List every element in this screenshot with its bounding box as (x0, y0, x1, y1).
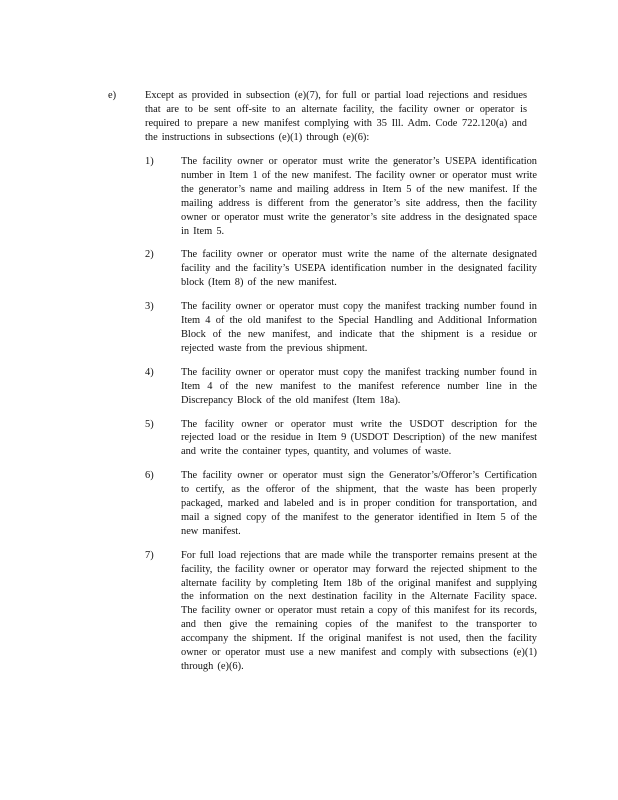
section-intro-paragraph: Except as provided in subsection (e)(7), for full or partial load rejections and residues that are to be sent off-site to an alternate facility, the facility owner or operator is required to prepare a new manifest complying with 35 Ill. Adm. Code 722.120(a) and the instructions in subsections (e)(1) through (e)(6): (145, 90, 527, 143)
subsection-text: The facility owner or operator must write the generator’s USEPA identification number in Item 1 of the new manifest. The facility owner or operator must write the generator’s name and mailing address in Item 5 of the new manifest. If the mailing address is different from the generator’s site address, then the facility owner or operator must write the generator’s site address in the designated space in Item 5. (181, 156, 537, 237)
subsection-number: 3) (145, 301, 154, 313)
section-label: e) (108, 90, 117, 101)
subsection-item-5 (0, 418, 618, 460)
subsection-number: 6) (145, 470, 154, 482)
subsection-text: The facility owner or operator must write the name of the alternate designated facility and the facility’s USEPA identification number in the designated facility block (Item 8) of the new manifest. (181, 249, 537, 289)
subsection-item-6 (0, 469, 618, 539)
subsection-item-7 (0, 549, 618, 674)
subsection-number: 4) (145, 366, 154, 378)
subsection-number: 1) (145, 156, 154, 167)
subsection-list (0, 155, 618, 684)
subsection-text: The facility owner or operator must copy the manifest tracking number found in Item 4 of the old manifest to the Special Handling and Additional Information Block of the new manifest, and indicate that the shipment is a residue or rejected waste from the previous shipment. (181, 301, 537, 354)
subsection-item-2 (0, 248, 618, 290)
subsection-number: 5) (145, 418, 154, 430)
subsection-item-1 (0, 155, 618, 238)
subsection-text: The facility owner or operator must write the USDOT description for the rejected load or the residue in Item 9 (USDOT Description) of the new manifest and write the container types, quantity, and volumes of waste. (181, 418, 537, 458)
subsection-item-3 (0, 300, 618, 356)
subsection-item-4 (0, 366, 618, 408)
subsection-text: For full load rejections that are made while the transporter remains present at the facility, the facility owner or operator may forward the rejected shipment to the alternate facility by completing Item 18b of the original manifest and supplying the information on the next destination facility in the Alternate Facility space. The facility owner or operator must retain a copy of this manifest for its records, and then give the remaining copies of the manifest to the transporter to accompany the shipment. If the original manifest is not used, then the facility owner or operator must use a new manifest and comply with subsections (e)(1) through (e)(6). (181, 549, 537, 672)
subsection-number: 2) (145, 249, 154, 261)
subsection-text: The facility owner or operator must sign the Generator’s/Offeror’s Certification to certify, as the offeror of the shipment, that the waste has been properly packaged, marked and labeled and is in proper condition for transportation, and mail a signed copy of the manifest to the generator identified in Item 5 of the new manifest. (181, 470, 537, 537)
subsection-text: The facility owner or operator must copy the manifest tracking number found in Item 4 of the new manifest to the manifest reference number line in the Discrepancy Block of the old manifest (Item 18a). (181, 366, 537, 406)
subsection-number: 7) (145, 549, 154, 561)
